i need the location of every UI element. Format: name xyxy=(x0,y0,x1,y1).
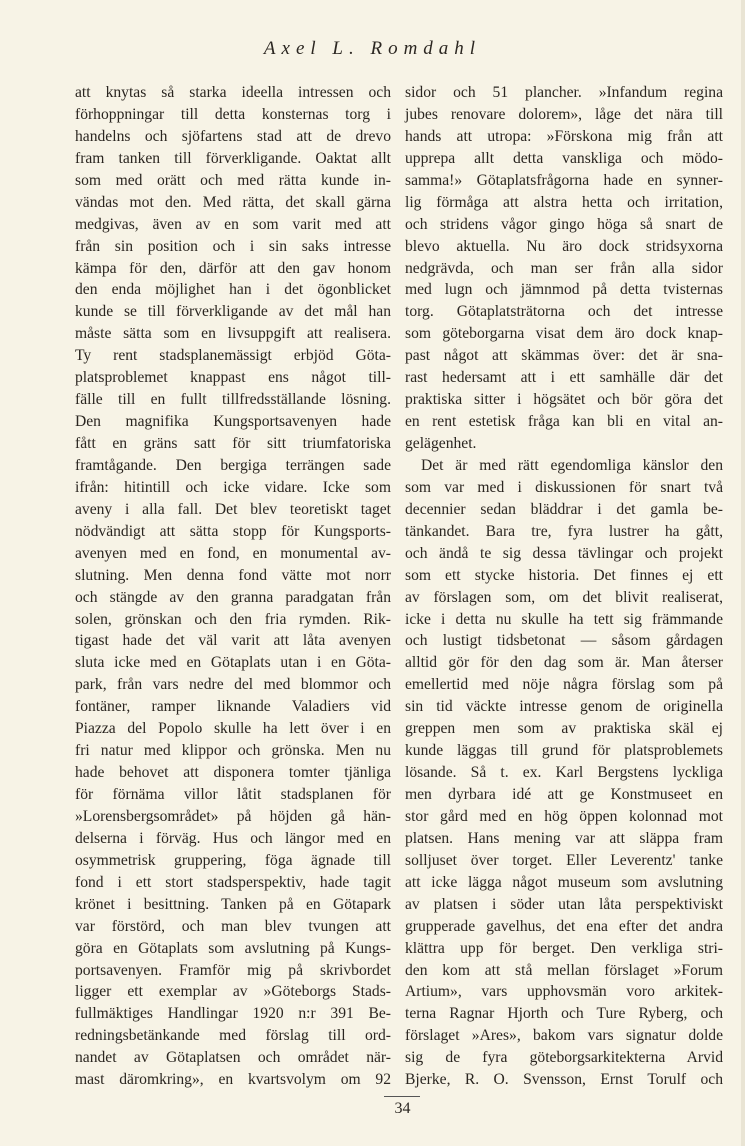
text-line: past något att skämmas över: det är sna- xyxy=(405,347,723,365)
text-line: lig förmåga att alstra hetta och irritation, xyxy=(405,193,723,211)
text-line: från sin position och i sin saks intresse xyxy=(75,237,391,255)
text-line: grupperade gavelhus, det ena efter det andra xyxy=(405,917,723,935)
text-line: solen, grönskan och den fria rymden. Rik- xyxy=(75,610,391,628)
text-line: förhoppningar till detta konsternas torg i xyxy=(75,105,391,123)
text-line: var förstörd, och man blev tvungen att xyxy=(75,917,391,935)
text-line: sig de fyra göteborgsarkitekterna Arvid xyxy=(405,1049,723,1067)
text-line: kunde läggas till grund för platsproblemets xyxy=(405,742,723,760)
text-line: aveny i alla fall. Det blev teoretiskt taget xyxy=(75,500,391,518)
text-line: sidor och 51 plancher. »Infandum regina xyxy=(405,84,723,101)
text-line: förslaget »Ares», bakom vars signatur dolde xyxy=(405,1027,723,1045)
text-line: gelägenhet. xyxy=(405,435,477,452)
text-line: för förnäma villor låtit stadsplanen för xyxy=(75,786,391,803)
text-line: som med orätt och med rätta kunde in- xyxy=(75,171,391,189)
text-line: den kom att stå mellan förslaget »Forum xyxy=(405,961,723,979)
text-line: men dyrbara idé att ge Konstmuseet en xyxy=(405,786,723,803)
text-line: nödvändigt att sätta stopp för Kungsports- xyxy=(75,522,391,540)
text-line: sluta icke med en Götaplats utan i en Göta- xyxy=(75,654,391,672)
text-line: ifrån: hitintill och icke vidare. Icke som xyxy=(75,478,391,496)
text-line: Det är med rätt egendomliga känslor den xyxy=(421,456,723,474)
text-line: kämpa för den, därför att den gav honom xyxy=(75,259,391,277)
text-line: fått en gräns satt för sitt triumfatoriska xyxy=(75,435,391,452)
text-line: vändas mot den. Med rätta, det skall gärna xyxy=(75,193,391,211)
text-line: och ändå te sig dessa tävlingar och projekt xyxy=(405,544,723,562)
text-line: rast hedersamt att i ett samhälle där det xyxy=(405,369,723,387)
text-line: ligger ett exemplar av »Göteborgs Stads- xyxy=(75,983,391,1001)
text-line: fond i ett stort stadsperspektiv, hade tagit xyxy=(75,873,391,891)
text-line: Piazza del Popolo skulle ha lett över i en xyxy=(75,720,391,738)
right-text-column xyxy=(405,82,723,1091)
text-line: terna Ragnar Hjorth och Ture Ryberg, och xyxy=(405,1005,723,1023)
text-line: som göteborgarna visat dem äro dock knap- xyxy=(405,325,723,343)
text-line: hade behovet att disponera tomter tjänliga xyxy=(75,764,391,782)
text-line: blevo aktuella. Nu äro dock stridsyxorna xyxy=(405,237,723,255)
text-line: tigast hade det väl varit att låta avenyen xyxy=(75,632,391,650)
text-line: av förslagen som, om det blivit realiserat, xyxy=(405,588,723,606)
text-line: av platsen i söder utan låta perspektiviskt xyxy=(405,895,723,913)
text-line: slutning. Men denna fond vätte mot norr xyxy=(75,566,391,584)
text-line: som var med i diskussionen för snart två xyxy=(405,478,723,496)
text-line: nedgrävda, och man ser från alla sidor xyxy=(405,259,723,277)
text-line: fri natur med klippor och grönska. Men nu xyxy=(75,742,391,760)
text-line: jubes renovare dolorem», låge det nära till xyxy=(405,105,723,123)
text-line: Ty rent stadsplanemässigt erbjöd Göta- xyxy=(75,347,391,365)
text-line: »Lorensbergsområdet» på höjden gå hän- xyxy=(75,807,391,825)
text-line: fälle till en fullt tillfredsställande lösning. xyxy=(75,391,391,409)
text-line: lösande. Så t. ex. Karl Bergstens lyckliga xyxy=(405,764,723,782)
text-line: praktiska sitter i högsätet och bör göra det xyxy=(405,391,723,409)
text-line: mast däromkring», en kvartsvolym om 92 xyxy=(75,1071,391,1089)
folio-rule xyxy=(384,1096,420,1097)
text-line: göra en Götaplats som avslutning på Kungs- xyxy=(75,939,391,957)
text-line: portsavenyen. Framför mig på skrivbordet xyxy=(75,961,391,979)
text-line: platsen. Hans mening var att släppa fram xyxy=(405,829,723,847)
text-line: icke i detta nu skulle ha tett sig främmande xyxy=(405,610,723,628)
text-line: alltid gör för den dag som är. Man återser xyxy=(405,654,723,672)
text-line: handelns och sjöfartens stad att de drevo xyxy=(75,127,391,145)
text-line: och stridens vågor gingo höga så snart de xyxy=(405,215,723,233)
running-header: Axel L. Romdahl xyxy=(263,38,482,59)
text-line: upprepa allt detta vanskliga och mödo- xyxy=(405,149,723,167)
text-line: måste sätta som en livsuppgift att realisera. xyxy=(75,325,391,343)
text-line: och lustigt tidsbetonat — såsom gårdagen xyxy=(405,632,723,650)
text-line: Bjerke, R. O. Svensson, Ernst Torulf och xyxy=(405,1071,723,1089)
text-line: emellertid med nöje några förslag som på xyxy=(405,676,723,694)
text-line: och stängde av den granna paradgatan från xyxy=(75,588,391,606)
text-line: solljuset över torget. Eller Leverentz' tanke xyxy=(405,851,723,869)
text-line: greppen men som av praktiska skäl ej xyxy=(405,720,723,738)
text-line: kunde se till förverkligande av det mål han xyxy=(75,303,391,321)
text-line: att knytas så starka ideella intressen och xyxy=(75,84,391,101)
text-line: medgivas, även av en som varit med att xyxy=(75,215,391,233)
text-line: tänkandet. Bara tre, fyra lustrer ha gått, xyxy=(405,522,723,540)
page-edge xyxy=(741,0,745,1146)
text-line: Den magnifika Kungsportsavenyen hade xyxy=(75,413,391,431)
text-line: sin tid väckte intresse genom de originella xyxy=(405,698,723,716)
text-line: torg. Götaplatsträtorna och det intresse xyxy=(405,303,723,321)
text-line: park, från vars nedre del med blommor och xyxy=(75,676,391,694)
text-line: hands att utropa: »Förskona mig från att xyxy=(405,127,723,145)
text-line: framtågande. Den bergiga terrängen sade xyxy=(75,456,391,474)
text-line: fontäner, ramper liknande Valadiers vid xyxy=(75,698,391,716)
text-line: att icke lägga något museum som avslutning xyxy=(405,873,723,891)
text-line: krönet i besittning. Tanken på en Götapark xyxy=(75,895,391,913)
text-line: en rent estetisk fråga kan bli en vital an- xyxy=(405,413,723,431)
text-line: stor gård med en hög öppen kolonnad mot xyxy=(405,807,723,825)
text-line: platsproblemet knappast ens något till- xyxy=(75,369,391,387)
page-number: 34 xyxy=(394,1100,411,1117)
left-text-column xyxy=(75,82,391,1091)
text-line: Artium», vars upphovsmän voro arkitek- xyxy=(405,983,723,1001)
text-line: avenyen med en fond, en monumental av- xyxy=(75,544,391,562)
text-line: delserna i förväg. Hus och längor med en xyxy=(75,829,391,847)
text-line: fullmäktiges Handlingar 1920 n:r 391 Be- xyxy=(75,1005,391,1023)
text-line: samma!» Götaplatsfrågorna hade en synner- xyxy=(405,171,723,189)
text-line: som ett stycke historia. Det finnes ej ett xyxy=(405,566,723,584)
text-line: klättra upp för berget. Den verkliga stri- xyxy=(405,939,723,957)
text-line: den enda möjlighet han i det ögonblicket xyxy=(75,281,391,299)
text-line: fram tanken till förverkligande. Oaktat allt xyxy=(75,149,391,167)
text-line: decennier sedan bläddrar i det gamla be- xyxy=(405,500,723,518)
text-line: osymmetrisk gruppering, föga ägnade till xyxy=(75,851,391,869)
text-line: med lugn och jämnmod på detta tvisternas xyxy=(405,281,723,299)
text-line: redningsbetänkande med förslag till ord- xyxy=(75,1027,391,1045)
text-line: nandet av Götaplatsen och området när- xyxy=(75,1049,391,1067)
